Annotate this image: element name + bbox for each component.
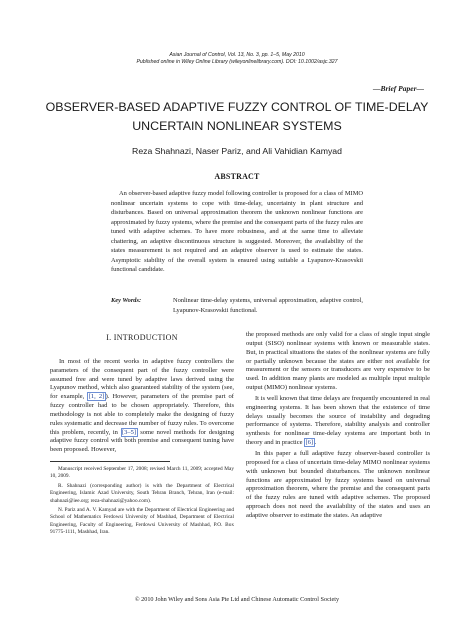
publication-info: Published online in Wiley Online Library (wileyonlinelibrary.com). DOI: 10.1002/asjc.327	[136, 59, 338, 65]
footnote-divider	[50, 461, 170, 462]
author-list: Reza Shahnazi, Naser Pariz, and Ali Vahidian Kamyad	[132, 146, 342, 156]
intro-paragraph-2: It is well known that time delays are frequently encountered in real engineering systems. It has been shown that the existence of time delays usually becomes the source of instability and degrading performance of systems. Therefore, stability analysis and controller synthesis for nonlinear time-delay systems are important both in theory and in practice [6].	[246, 394, 430, 447]
intro-paragraph-1: In most of the recent works in adaptive fuzzy controllers the parameters of the consequent part of the fuzzy controller were assumed free and were tuned by adaptive laws derived using the Lyapunov method, which also guaranteed stability of the system (see, for example, [1, 2]). However, parameters of the premise part of fuzzy controller had to be chosen appropriately. Therefore, this methodology is not able to completely make the designing of fuzzy rules systematic and decrease the number of fuzzy rules. To overcome this problem, recently, in [3–5] some novel methods for designing adaptive fuzzy control with both premise and consequent tuning have been proposed. However,	[50, 357, 234, 454]
section-heading: I. INTRODUCTION	[106, 333, 178, 342]
footnote-shahnazi: R. Shahnazi (corresponding author) is with the Department of Electrical Engineering, Islamic Azad University, South Tehran Branch, Tehran, Iran (e-mail: shahnazi@iee.org; reza-shahnazi@yahoo.com).	[50, 482, 234, 504]
intro-paragraph-continued: the proposed methods are only valid for a class of single input single output (SISO) nonlinear systems with known or measurable states. But, in practical situations the states of the nonlinear systems are fully or partially unknown because the states are either not available for measurement or the sensors or transducers are very expensive to be used. In addition many plants are modeled as multiple input multiple output (MIMO) nonlinear systems.	[246, 331, 430, 392]
journal-citation: Asian Journal of Control, Vol. 13, No. 3, pp. 1–5, May 2010	[169, 52, 305, 58]
abstract-text: An observer-based adaptive fuzzy model following controller is proposed for a class of MIMO nonlinear uncertain systems to cope with time-delay, uncertainty in plant structure and disturbances. Based on universal approximation theorem the unknown nonlinear functions are approximated by fuzzy systems, where the premise and the consequent parts of the fuzzy rules are tuned with adaptive schemes. To have more robustness, and at the same time to alleviate chattering, an adaptive discontinuous structure is suggested. Moreover, the availability of the states measurement is not required and an adaptive observer is used to estimate the states. Asymptotic stability of the overall system is ensured using suitable a Lyapunov-Krasovskii functional candidate.	[111, 190, 363, 274]
paper-title: OBSERVER-BASED ADAPTIVE FUZZY CONTROL OF TIME-DELAY UNCERTAIN NONLINEAR SYSTEMS	[45, 100, 429, 133]
citation-link[interactable]: [1, 2]	[88, 393, 105, 401]
citation-link[interactable]: [6]	[305, 439, 314, 447]
footnote-manuscript: Manuscript received September 17, 2008; revised March 11, 2009; accepted May 10, 2009.	[50, 466, 234, 480]
intro-paragraph-3: In this paper a full adaptive fuzzy observer-based controller is proposed for a class of uncertain time-delay MIMO nonlinear systems with unknown but bounded disturbances. The unknown nonlinear functions are approximated by fuzzy systems based on universal approximation theorem, where the premise and the consequent parts of the fuzzy rules are tuned with adaptive schemes. The proposed approach does not need the availability of the states and uses an adaptive observer to estimate the states. An adaptive	[246, 449, 430, 519]
footnotes	[50, 466, 234, 536]
copyright-notice: © 2010 John Wiley and Sons Asia Pte Ltd and Chinese Automatic Control Society	[134, 596, 340, 603]
keywords	[111, 296, 363, 315]
right-column	[246, 331, 430, 521]
footnote-pariz-kamyad: N. Pariz and A. V. Kamyad are with the Department of Electrical Engineering and School of Mathematics Ferdowsi University of Mashhad, Department of Electrical Engineering, Faculty of Engineering, Ferdowsi University of Mashhad, P.O. Box 91775-1111, Mashhad, Iran.	[50, 506, 234, 535]
keywords-text: Nonlinear time-delay systems, universal approximation, adaptive control, Lyapunov-Krasovskii functional.	[173, 297, 363, 314]
paper-type-label: —Brief Paper—	[372, 84, 424, 93]
keywords-label: Key Words:	[111, 297, 142, 304]
left-column	[50, 331, 234, 536]
abstract-heading: ABSTRACT	[214, 172, 260, 181]
citation-link[interactable]: [3–5]	[122, 428, 137, 436]
